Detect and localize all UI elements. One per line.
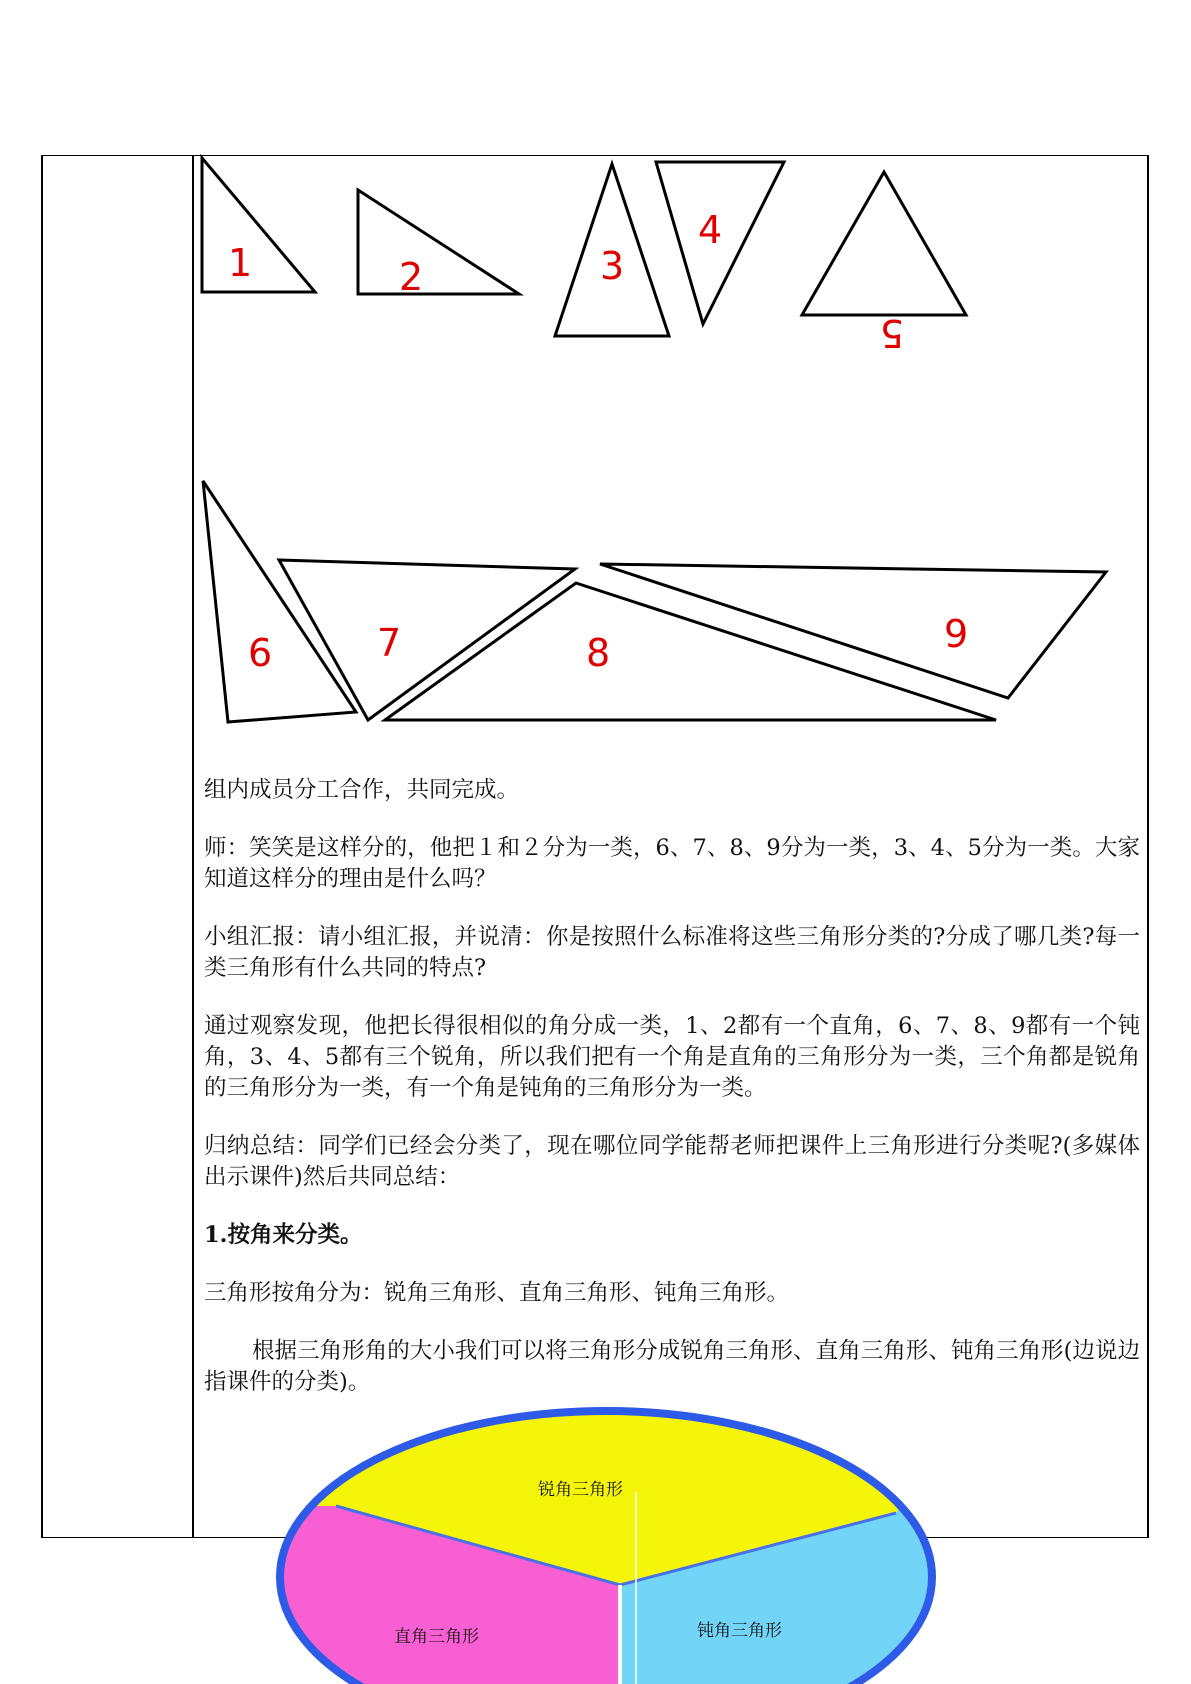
paragraph-teacher: 师：笑笑是这样分的，他把１和２分为一类，6、7、8、9分为一类，3、4、5分为一类。大家知道这样分的理由是什么吗？ xyxy=(204,835,1140,892)
triangle-label-5: 5 xyxy=(879,311,904,355)
triangle-label-8: 8 xyxy=(586,631,611,675)
paragraph-explanation: 根据三角形角的大小我们可以将三角形分成锐角三角形、直角三角形、钝角三角形(边说边指课件的分类)。 xyxy=(204,1338,1140,1395)
paragraph-classification: 三角形按角分为：锐角三角形、直角三角形、钝角三角形。 xyxy=(204,1280,790,1306)
label-obtuse: 钝角三角形 xyxy=(697,1621,782,1641)
paragraph-group-work: 组内成员分工合作，共同完成。 xyxy=(204,777,520,803)
triangle-label-2: 2 xyxy=(399,255,424,299)
triangle-label-4: 4 xyxy=(698,208,723,252)
paragraph-summary: 归纳总结：同学们已经会分类了，现在哪位同学能帮老师把课件上三角形进行分类呢?(多媒体出示课件)然后共同总结： xyxy=(204,1133,1140,1190)
label-acute: 锐角三角形 xyxy=(538,1480,623,1500)
paragraph-observation: 通过观察发现，他把长得很相似的角分成一类，1、2都有一个直角，6、7、8、9都有一个钝角，3、4、5都有三个锐角，所以我们把有一个角是直角的三角形分为一类，三个角都是锐角的三角形分为一类，有一个角是钝角的三角形分为一类。 xyxy=(204,1013,1140,1101)
triangle-label-6: 6 xyxy=(248,631,273,675)
triangle-label-1: 1 xyxy=(228,241,253,285)
triangle-label-3: 3 xyxy=(600,244,625,288)
section-heading: 1.按角来分类。 xyxy=(204,1222,363,1248)
paragraph-group-report: 小组汇报：请小组汇报，并说清：你是按照什么标准将这些三角形分类的?分成了哪几类?每一类三角形有什么共同的特点? xyxy=(204,924,1140,981)
label-right: 直角三角形 xyxy=(394,1627,479,1647)
triangle-label-9: 9 xyxy=(944,612,969,656)
triangle-label-7: 7 xyxy=(377,621,402,665)
